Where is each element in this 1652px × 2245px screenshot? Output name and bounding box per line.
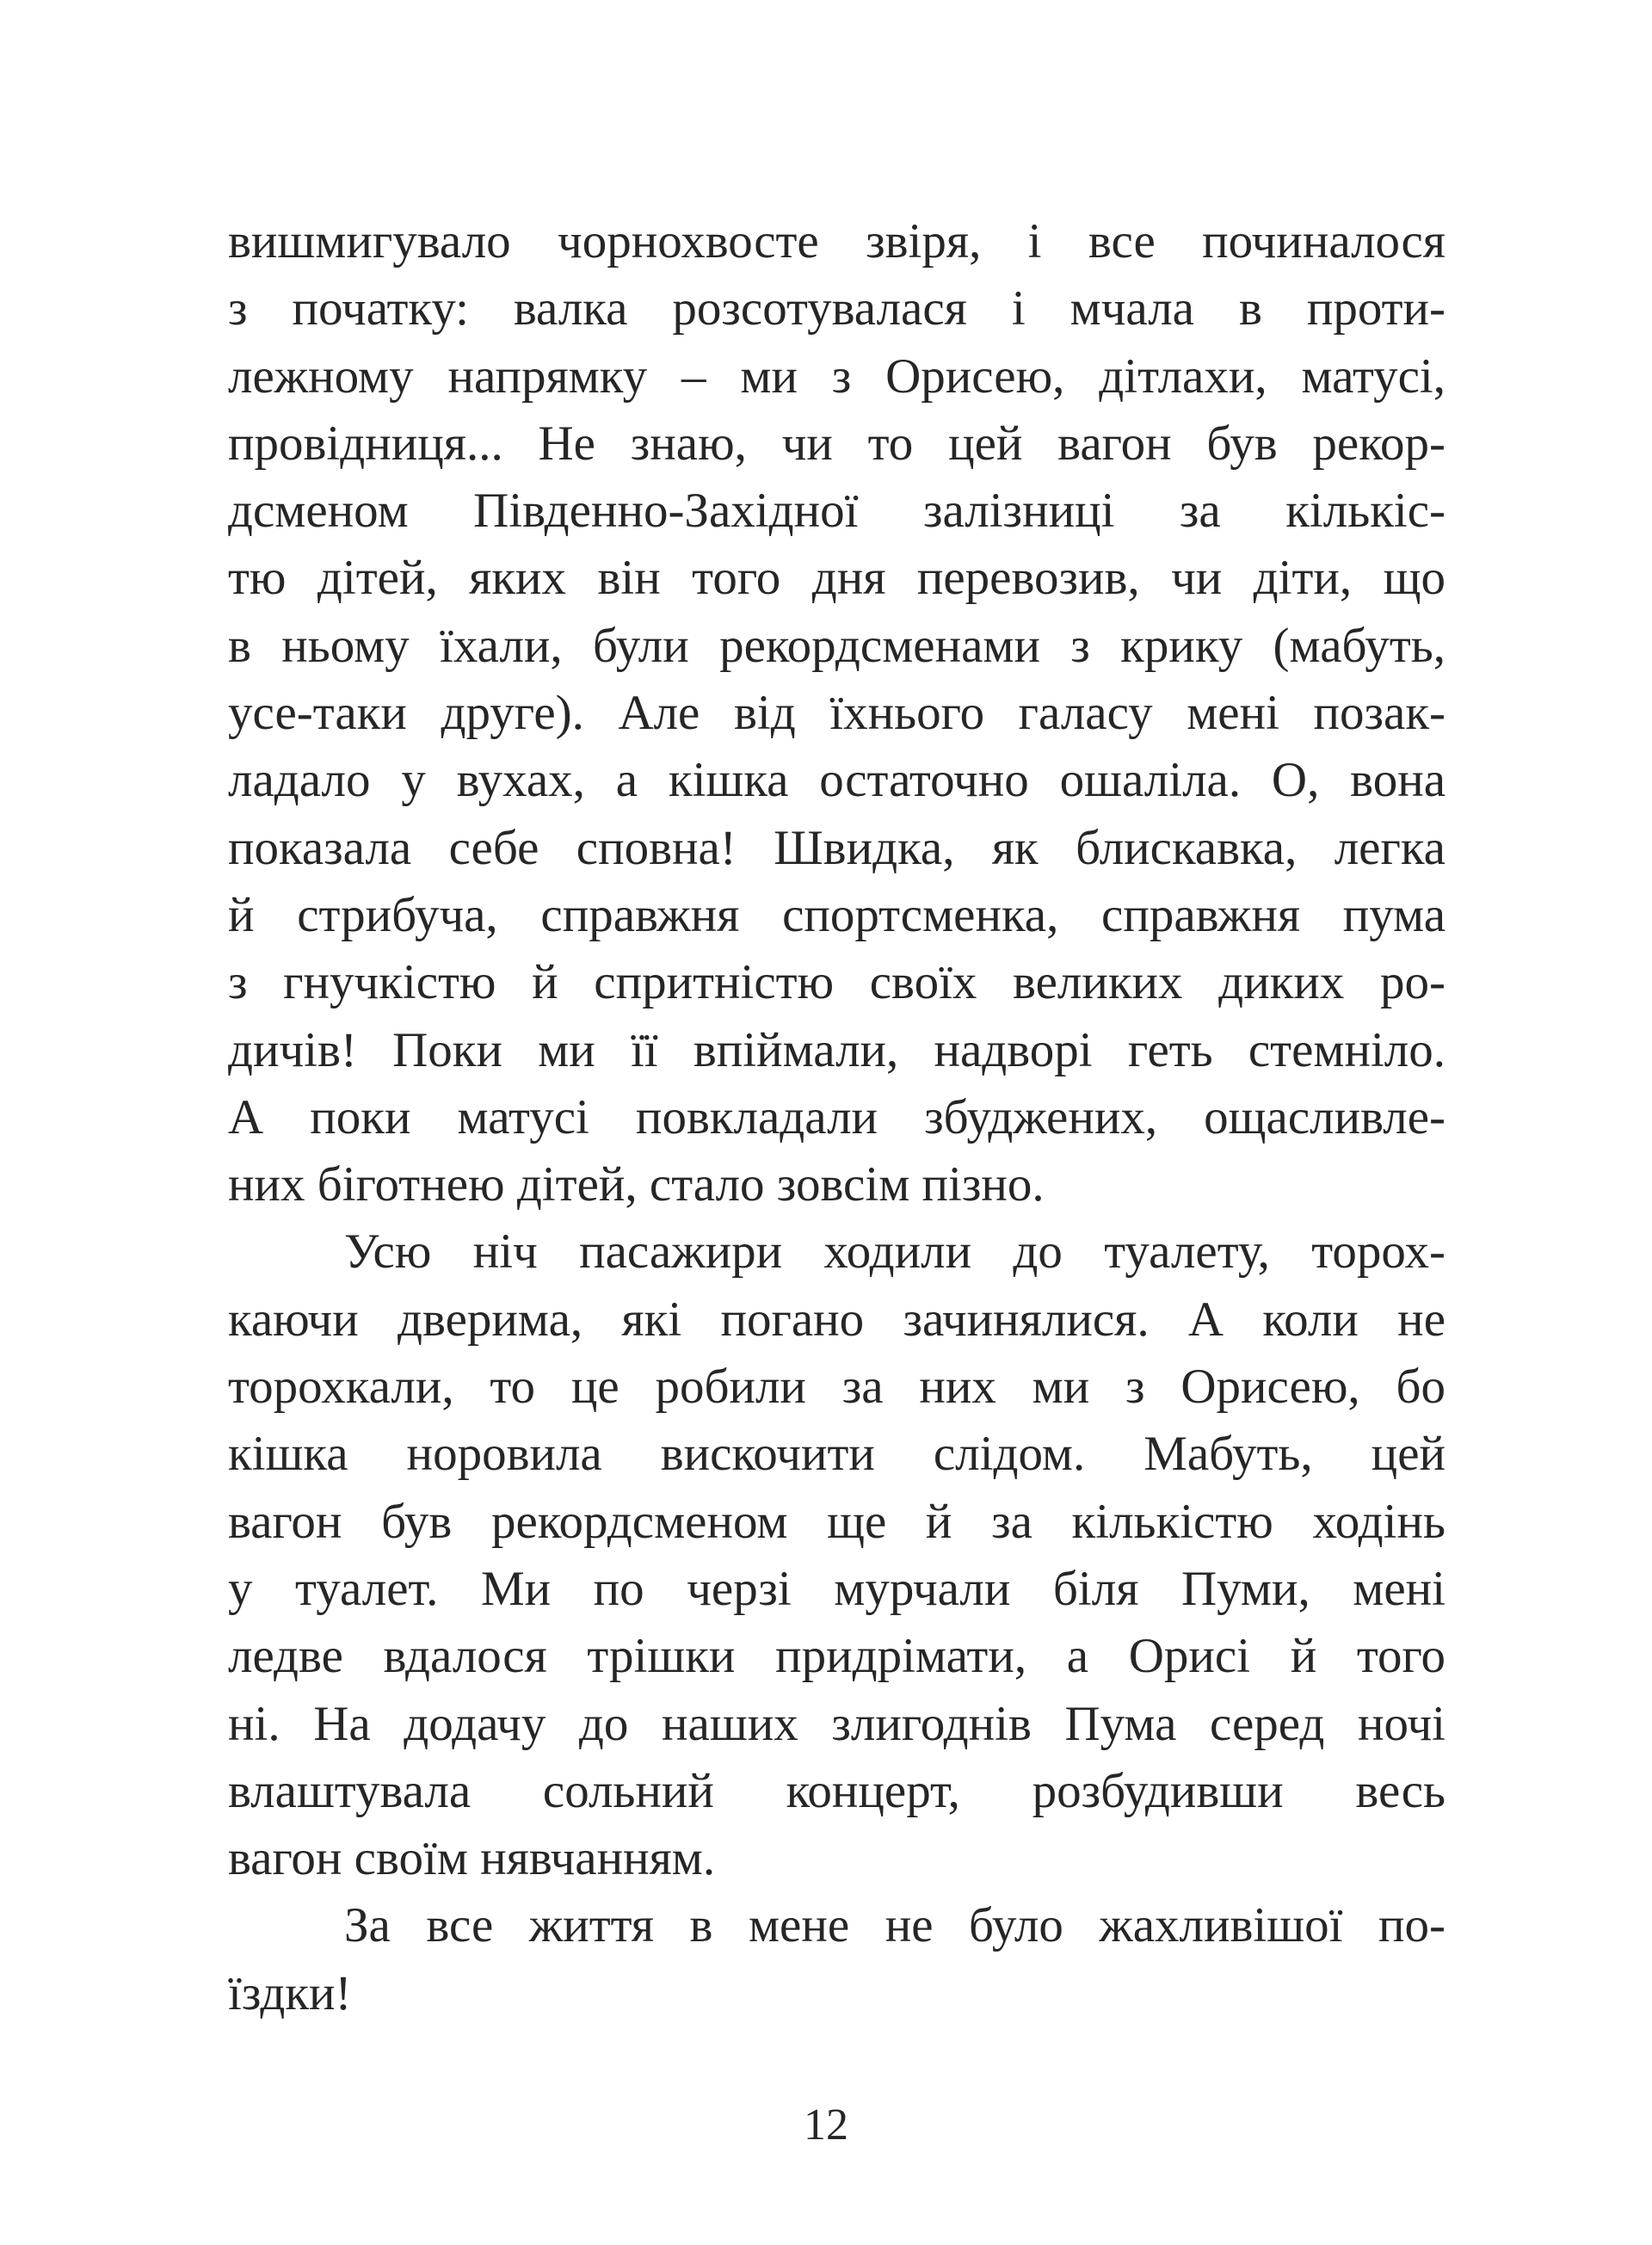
text-line: провідниця... Не знаю, чи то цей вагон був рекор- bbox=[228, 416, 1446, 471]
text-line: вагон своїм нявчанням. bbox=[228, 1831, 716, 1886]
text-line: вишмигувало чорнохвосте звіря, і все починалося bbox=[228, 214, 1446, 268]
text-line: кішка норовила вискочити слідом. Мабуть, цей bbox=[228, 1427, 1446, 1482]
page-number: 12 bbox=[804, 2100, 848, 2149]
paragraph bbox=[228, 1892, 1446, 2027]
text-line: з початку: валка розсотувалася і мчала в проти- bbox=[228, 281, 1446, 336]
text-line: у туалет. Ми по черзі мурчали біля Пуми, мені bbox=[228, 1561, 1446, 1616]
text-line: ледве вдалося трішки придрімати, а Орисі й того bbox=[228, 1629, 1446, 1684]
text-line: їздки! bbox=[228, 1965, 352, 2020]
text-line: дсменом Південно-Західної залізниці за кількіс- bbox=[228, 484, 1446, 539]
text-line: дичів! Поки ми її впіймали, надворі геть стемніло. bbox=[228, 1022, 1446, 1077]
text-line: За все життя в мене не було жахливішої по- bbox=[344, 1898, 1446, 1953]
text-line: й стрибуча, справжня спортсменка, справжня пума bbox=[228, 887, 1446, 942]
text-line: тю дітей, яких він того дня перевозив, чи діти, що bbox=[228, 551, 1446, 606]
text-line: А поки матусі повкладали збуджених, ощасливле- bbox=[228, 1089, 1446, 1144]
text-line: усе-таки друге). Але від їхнього галасу мені позак- bbox=[228, 686, 1446, 741]
text-line: ні. На додачу до наших злигоднів Пума серед ночі bbox=[228, 1696, 1446, 1751]
text-line: торохкали, то це робили за них ми з Орисею, бо bbox=[228, 1360, 1446, 1415]
page-body-text bbox=[228, 208, 1446, 2027]
text-line: вагон був рекордсменом ще й за кількістю ходінь bbox=[228, 1494, 1446, 1549]
paragraph bbox=[228, 208, 1446, 1218]
text-line: них біготнею дітей, стало зовсім пізно. bbox=[228, 1157, 1045, 1212]
text-line: Усю ніч пасажири ходили до туалету, торох- bbox=[344, 1224, 1446, 1280]
text-line: ладало у вухах, а кішка остаточно ошаліла. О, вона bbox=[228, 753, 1446, 808]
paragraph bbox=[228, 1218, 1446, 1892]
text-line: в ньому їхали, були рекордсменами з крику (мабуть, bbox=[228, 618, 1446, 673]
text-line: каючи дверима, які погано зачинялися. А коли не bbox=[228, 1292, 1446, 1347]
text-line: влаштувала сольний концерт, розбудивши весь bbox=[228, 1763, 1446, 1818]
text-line: з гнучкістю й спритністю своїх великих диких ро- bbox=[228, 955, 1446, 1010]
text-line: показала себе сповна! Швидка, як блискавка, легка bbox=[228, 820, 1446, 875]
text-line: лежному напрямку – ми з Орисею, дітлахи, матусі, bbox=[228, 348, 1446, 404]
